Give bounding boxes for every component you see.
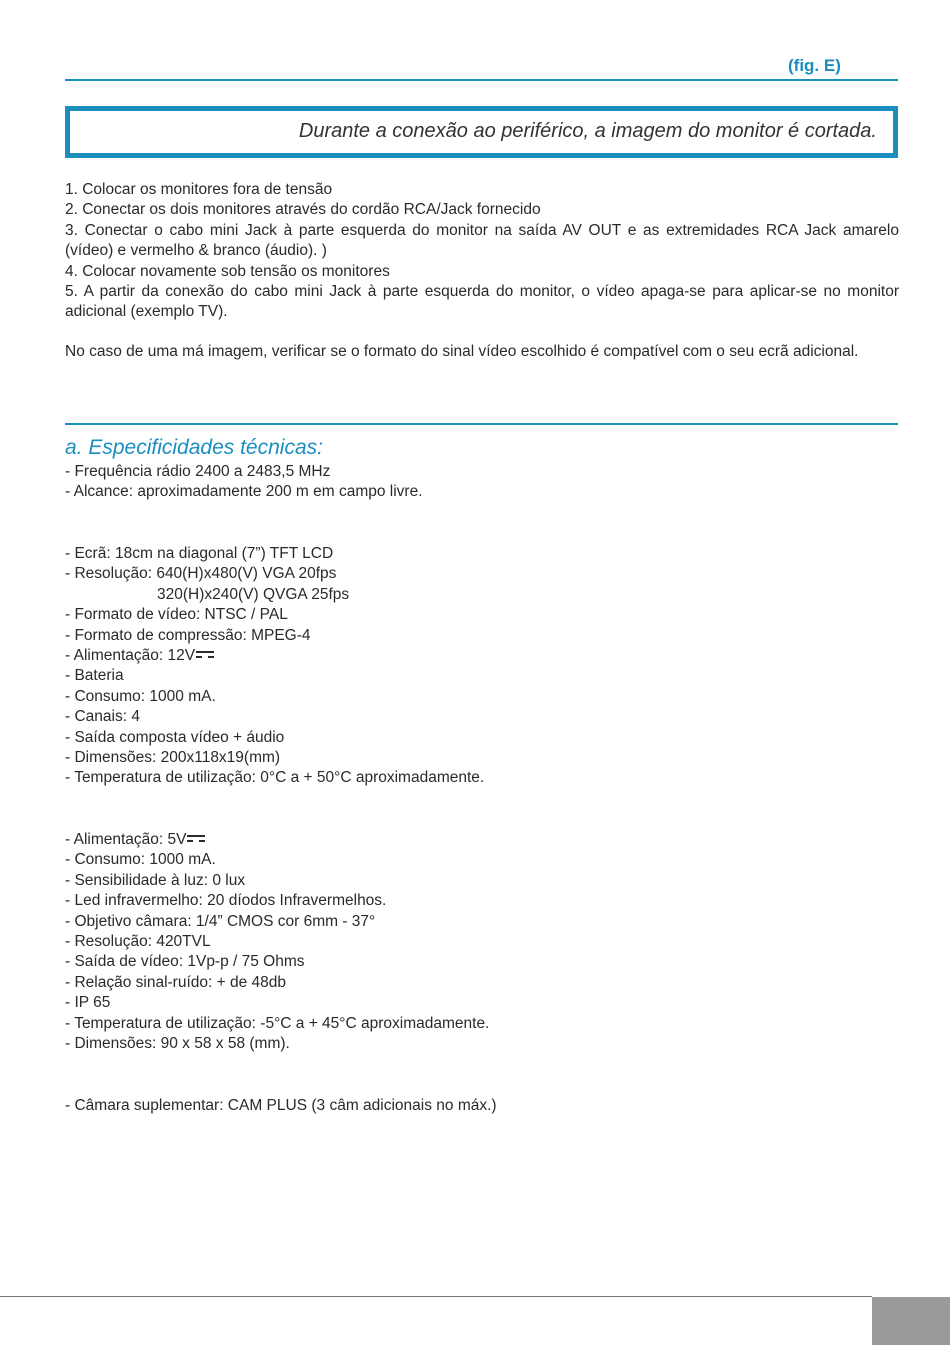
spec-line: - Ecrã: 18cm na diagonal (7”) TFT LCD [65,545,334,562]
spec-line: - Saída composta vídeo + áudio [65,728,285,746]
spec-line: - Temperatura de utilização: 0°C a + 50°C aproximadamente. [65,769,485,787]
spec-line: - Bateria [65,667,124,685]
spec-line: - Formato de compressão: MPEG-4 [65,626,311,644]
spec-line: - Dimensões: 200x118x19(mm) [65,749,281,767]
spec-line: 320(H)x240(V) QVGA 25fps [157,585,350,603]
specs-radio [65,462,765,503]
spec-line: - Consumo: 1000 mA. [65,851,216,869]
spec-line: - Led infravermelho: 20 díodos Infravermelhos. [65,892,387,910]
specs-option [65,1096,765,1116]
image-note: No caso de uma má imagem, verificar se o formato do sinal vídeo escolhido é compatível com o seu ecrã adicional. [65,343,859,360]
spec-line: - Sensibilidade à luz: 0 lux [65,871,246,889]
step-item: 5. A partir da conexão do cabo mini Jack à parte esquerda do monitor, o vídeo apaga-se para aplicar-se no monitor adicional (exemplo TV). [65,283,899,321]
step-item: 4. Colocar novamente sob tensão os monitores [65,262,390,280]
spec-line: - Formato de vídeo: NTSC / PAL [65,606,288,624]
specs-monitor [65,544,765,789]
spec-line: - Alcance: aproximadamente 200 m em campo livre. [65,483,423,501]
section-title: a. Especificidades técnicas: [65,436,323,459]
spec-power-text: - Alimentação: 5V [65,831,187,848]
figure-label: (fig. E) [788,56,841,75]
specs-camera [65,830,765,1054]
spec-line: - Frequência rádio 2400 a 2483,5 MHz [65,463,331,480]
connection-steps [65,180,899,323]
step-item: 2. Conectar os dois monitores através do cordão RCA/Jack fornecido [65,201,541,219]
dc-current-icon [196,651,214,661]
spec-line-power [65,830,765,850]
spec-power-text: - Alimentação: 12V [65,647,196,665]
step-item: 1. Colocar os monitores fora de tensão [65,181,333,198]
header-divider [65,79,898,81]
spec-line: - Saída de vídeo: 1Vp-p / 75 Ohms [65,953,305,971]
spec-line: - Objetivo câmara: 1/4” CMOS cor 6mm - 37° [65,912,376,930]
page-number-tab [872,1297,950,1345]
spec-line: - Resolução: 420TVL [65,933,211,951]
spec-line: - Relação sinal-ruído: + de 48db [65,973,287,991]
section-divider [65,423,898,425]
notice-box [65,106,898,158]
spec-line: - IP 65 [65,994,111,1012]
spec-line: - Resolução: 640(H)x480(V) VGA 20fps [65,565,337,583]
notice-text: Durante a conexão ao periférico, a imagem do monitor é cortada. [298,120,877,142]
spec-line: - Dimensões: 90 x 58 x 58 (mm). [65,1035,290,1053]
spec-line: - Câmara suplementar: CAM PLUS (3 câm adicionais no máx.) [65,1097,497,1114]
spec-line-power [65,646,765,666]
spec-line: - Temperatura de utilização: -5°C a + 45°C aproximadamente. [65,1014,490,1032]
step-item: 3. Conectar o cabo mini Jack à parte esquerda do monitor na saída AV OUT e as extremidades RCA Jack amarelo (vídeo) e vermelho & branco (áudio). ) [65,221,899,260]
spec-line: - Consumo: 1000 mA. [65,687,216,705]
spec-line: - Canais: 4 [65,708,140,726]
dc-current-icon [187,835,205,845]
footer-divider [0,1296,872,1297]
